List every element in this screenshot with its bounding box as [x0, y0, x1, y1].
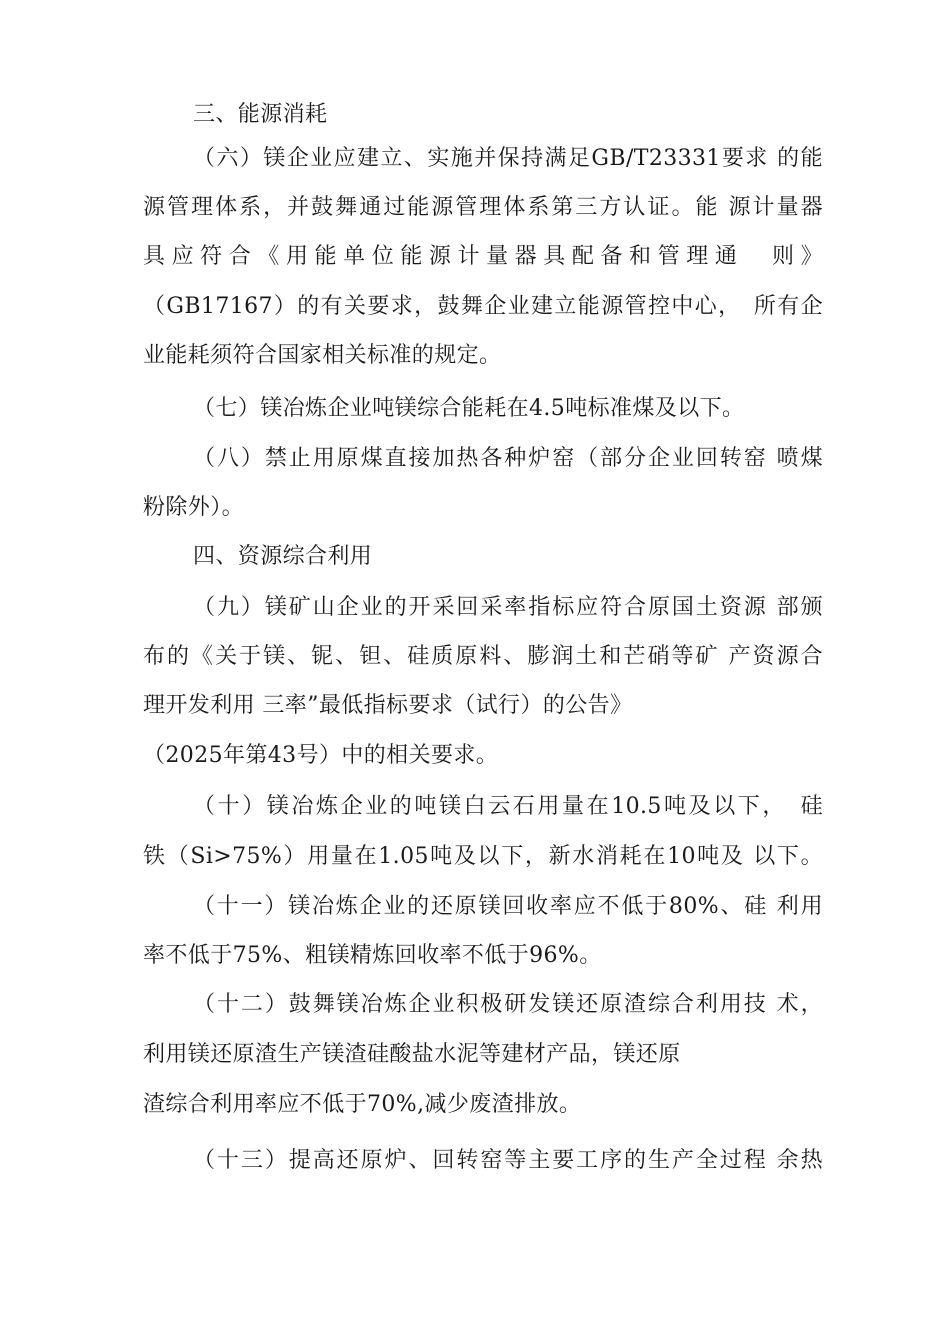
paragraph-line: （六）镁企业应建立、实施并保持满足GB/T23331要求 的能 — [193, 146, 823, 171]
paragraph-line: （十三）提高还原炉、回转窑等主要工序的生产全过程 余热 — [193, 1148, 823, 1173]
paragraph-line: 理开发利用 三率”最低指标要求（试行）的公告》 — [143, 693, 633, 718]
paragraph-line: （十）镁冶炼企业的吨镁白云石用量在10.5吨及以下， 硅 — [193, 794, 823, 819]
paragraph-line: 业能耗须符合国家相关标准的规定。 — [143, 343, 502, 368]
paragraph-line: 布的《关于镁、铌、钽、硅质原料、膨润土和芒硝等矿 产资源合 — [143, 644, 823, 669]
section-heading-energy: 三、能源消耗 — [193, 102, 328, 127]
paragraph-line: （十二）鼓舞镁冶炼企业积极研发镁还原渣综合利用技 术， — [193, 992, 823, 1017]
paragraph-line: 具应符合《用能单位能源计量器具配备和管理通 则》 — [143, 244, 823, 269]
paragraph-line: 粉除外）。 — [143, 495, 245, 520]
paragraph-line: 利用镁还原渣生产镁渣硅酸盐水泥等建材产品，镁还原 — [143, 1042, 681, 1067]
paragraph-line: （九）镁矿山企业的开采回采率指标应符合原国土资源 部颁 — [193, 595, 823, 620]
paragraph-line: （八）禁止用原煤直接加热各种炉窑（部分企业回转窑 喷煤 — [193, 446, 823, 471]
paragraph-line: （GB17167）的有关要求，鼓舞企业建立能源管控中心， 所有企 — [143, 294, 823, 319]
paragraph-line: 渣综合利用率应不低于70%,减少废渣排放。 — [143, 1092, 582, 1117]
paragraph-line: 率不低于75%、粗镁精炼回收率不低于96%。 — [143, 943, 602, 968]
paragraph-line: （七）镁冶炼企业吨镁综合能耗在4.5吨标准煤及以下。 — [193, 396, 745, 421]
paragraph-line: （2025年第43号）中的相关要求。 — [143, 743, 499, 768]
paragraph-line: 铁（Si>75%）用量在1.05吨及以下，新水消耗在10吨及 以下。 — [143, 844, 823, 869]
section-heading-resources: 四、资源综合利用 — [193, 544, 373, 569]
paragraph-line: （十一）镁冶炼企业的还原镁回收率应不低于80%、硅 利用 — [193, 894, 823, 919]
paragraph-line: 源管理体系，并鼓舞通过能源管理体系第三方认证。能 源计量器 — [143, 195, 823, 220]
